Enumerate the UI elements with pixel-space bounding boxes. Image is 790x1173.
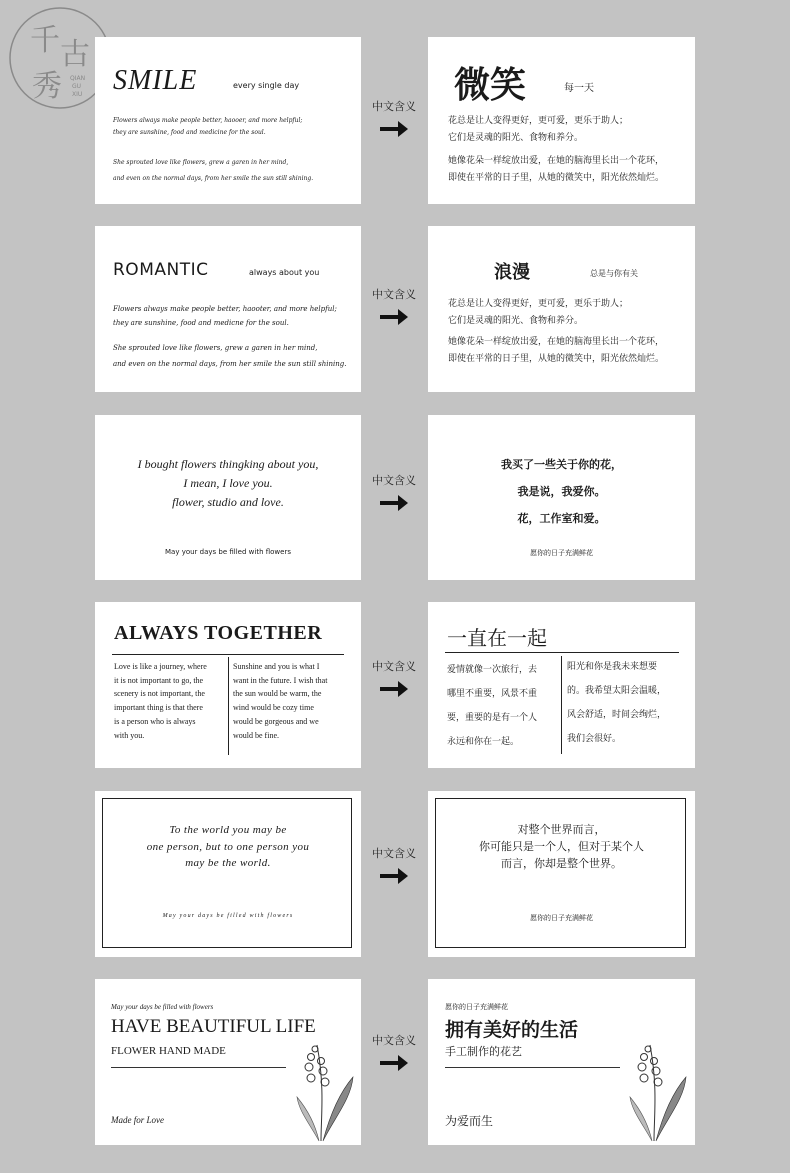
card-smile-zh	[428, 37, 695, 204]
card-always-together-en	[95, 602, 361, 768]
card-beautiful-life-zh	[428, 979, 695, 1145]
logo-sub-1: QIAN	[70, 75, 86, 82]
right-arrow-icon	[380, 308, 408, 326]
logo-char-2: 古	[60, 37, 90, 72]
arrow-label: 中文含义	[372, 100, 416, 113]
lily-of-the-valley-illustration	[295, 1037, 359, 1143]
right-column: Sunshine and you is what I want in the future. I wish that the sun would be warm, the wind would be cozy time would be gorgeous and we would be fine.	[233, 662, 328, 740]
card-the-world-en	[95, 791, 361, 957]
card-title: ROMANTIC	[113, 260, 209, 280]
card-subtitle: always about you	[249, 268, 320, 277]
card-body: 我买了一些关于你的花， 我是说，我爱你。 花，工作室和爱。	[501, 458, 622, 525]
arrow-label: 中文含义	[372, 288, 416, 301]
card-footer: 愿你的日子充满鲜花	[530, 549, 593, 557]
right-arrow-icon	[380, 1054, 408, 1072]
card-beautiful-life-en	[95, 979, 361, 1145]
right-arrow-icon	[380, 680, 408, 698]
arrow-label: 中文含义	[372, 660, 416, 673]
card-always-together-zh	[428, 602, 695, 768]
card-para-2: 她像花朵一样绽放出爱，在她的脑海里长出一个花环， 即使在平常的日子里，从她的微笑中，阳光依然灿烂。	[448, 156, 665, 183]
card-body: To the world you may be one person, but to one person you may be the world.	[146, 824, 310, 869]
card-body: I bought flowers thingking about you, I mean, I love you. flower, studio and love.	[137, 457, 319, 509]
card-footer: 愿你的日子充满鲜花	[530, 914, 593, 922]
card-title: ALWAYS TOGETHER	[114, 622, 323, 644]
column-divider	[561, 656, 562, 754]
left-column: Love is like a journey, where it is not important to go, the scenery is not important, the important thing is that there is a person who is always with you.	[114, 662, 207, 740]
divider	[111, 1067, 286, 1068]
card-subtitle: 总是与你有关	[590, 269, 638, 278]
card-title: 拥有美好的生活	[445, 1019, 579, 1041]
right-column: 阳光和你是我未来想要 的。我希望太阳会温暖， 风会舒适，时间会绚烂， 我们会很好。	[567, 662, 667, 744]
card-subtitle: every single day	[233, 81, 300, 90]
right-arrow-icon	[380, 867, 408, 885]
card-para-2: She sprouted love like flowers, grew a garen in her mind, and even on the normal days, from her smile the sun still shining.	[113, 159, 314, 182]
card-para-2: She sprouted love like flowers, grew a garen in her mind, and even on the normal days, from her smile the sun still shining.	[113, 344, 347, 368]
card-title: 微笑	[454, 65, 527, 106]
card-top-line: 愿你的日子充满鲜花	[445, 1003, 508, 1011]
left-column: 爱情就像一次旅行，去 哪里不重要，风景不重 要，重要的是有一个人 永远和你在一起。	[447, 665, 538, 747]
inner-frame	[102, 798, 352, 948]
lily-of-the-valley-illustration	[628, 1037, 692, 1143]
logo-char-3: 秀	[32, 69, 62, 104]
card-footer: May your days be filled with flowers	[165, 548, 291, 556]
card-subtitle: 手工制作的花艺	[445, 1045, 522, 1058]
card-romantic-en	[95, 226, 361, 392]
card-subtitle: FLOWER HAND MADE	[111, 1045, 226, 1057]
arrow-label: 中文含义	[372, 474, 416, 487]
card-title: 浪漫	[494, 262, 530, 283]
card-title: 一直在一起	[447, 626, 547, 650]
card-para-1: Flowers always make people better, haooter, and more helpful; they are sunshine, food and medicne for the soul.	[113, 305, 337, 327]
card-para-1: 花总是让人变得更好，更可爱，更乐于助人； 它们是灵魂的阳光、食物和养分。	[448, 299, 629, 326]
card-smile-en	[95, 37, 361, 204]
card-subtitle: 每一天	[564, 83, 594, 94]
card-bought-flowers-en	[95, 415, 361, 580]
card-body: 对整个世界而言， 你可能只是一个人，但对于某个人 而言，你却是整个世界。	[479, 823, 644, 870]
divider	[445, 652, 679, 653]
card-top-line: May your days be filled with flowers	[111, 1003, 214, 1011]
card-para-1: Flowers always make people better, haooer, and more helpful; they are sunshine, food and medicine for the soul.	[113, 117, 303, 136]
card-footer: Made for Love	[111, 1115, 164, 1125]
card-bought-flowers-zh	[428, 415, 695, 580]
arrow-label: 中文含义	[372, 1034, 416, 1047]
card-title: HAVE BEAUTIFUL LIFE	[111, 1016, 316, 1037]
card-footer: 为爱而生	[445, 1114, 494, 1128]
column-divider	[228, 657, 229, 755]
card-the-world-zh	[428, 791, 695, 957]
card-para-1: 花总是让人变得更好，更可爱，更乐于助人； 它们是灵魂的阳光、食物和养分。	[448, 116, 629, 143]
card-title: SMILE	[113, 65, 198, 96]
logo-char-1: 千	[30, 23, 60, 58]
card-romantic-zh	[428, 226, 695, 392]
arrow-label: 中文含义	[372, 847, 416, 860]
divider	[112, 654, 344, 655]
right-arrow-icon	[380, 494, 408, 512]
logo-sub-2: GU	[72, 83, 82, 90]
card-para-2: 她像花朵一样绽放出爱，在她的脑海里长出一个花环， 即使在平常的日子里，从她的微笑中，阳光依然灿烂。	[448, 337, 665, 364]
right-arrow-icon	[380, 120, 408, 138]
logo-sub-3: XIU	[72, 91, 83, 98]
divider	[445, 1067, 620, 1068]
card-footer: May your days be filled with flowers	[162, 913, 294, 919]
